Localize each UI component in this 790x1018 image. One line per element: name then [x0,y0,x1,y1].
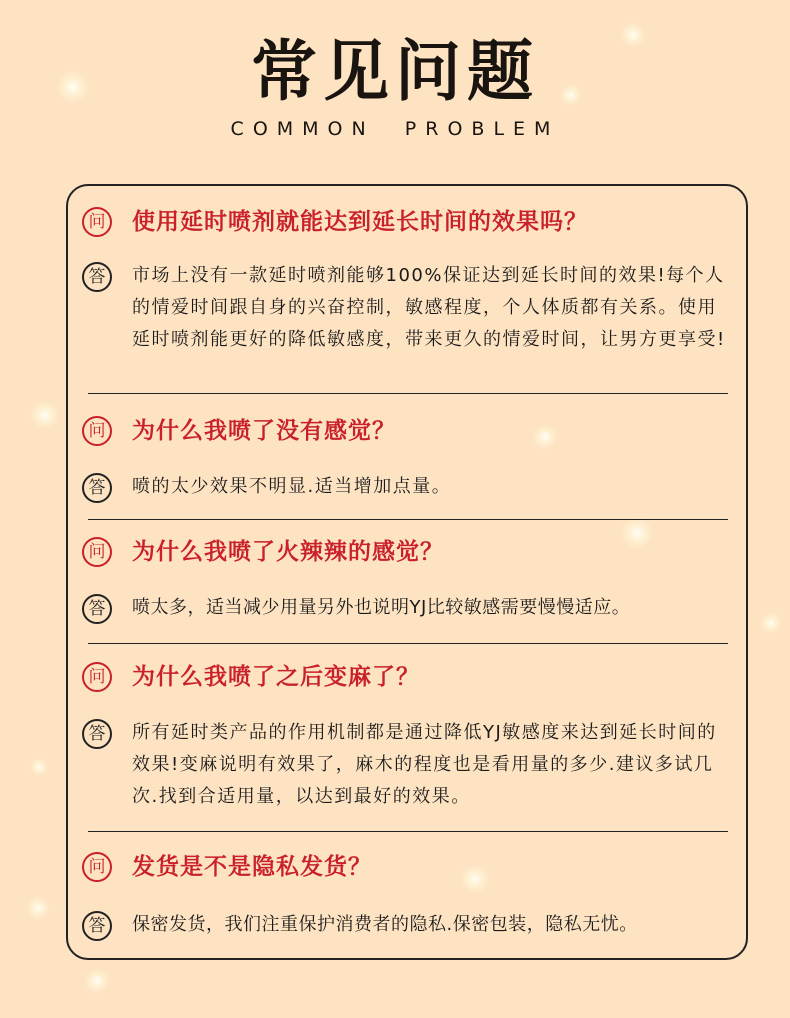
answer-text: 保密发货，我们注重保护消费者的隐私.保密包装，隐私无忧。 [132,914,638,935]
answer-badge-icon: 答 [82,262,112,292]
faq-answer-2 [82,473,451,503]
bokeh-light [760,612,782,634]
answer-text: 所有延时类产品的作用机制都是通过降低YJ敏感度来达到延长时间的效果!变麻说明有效果了，麻木的程度也是看用量的多少.建议多试几次.找到合适用量，以达到最好的效果。 [132,722,717,807]
question-badge-icon: 问 [82,662,112,692]
question-text: 使用延时喷剂就能达到延长时间的效果吗？ [132,209,588,235]
bokeh-light [84,968,110,994]
question-badge-icon: 问 [82,207,112,237]
page-subtitle: COMMON PROBLEM [230,118,560,140]
faq-question-4 [82,662,420,692]
page-title: 常见问题 [251,33,539,110]
answer-badge-icon: 答 [82,911,112,941]
faq-divider [88,519,728,520]
faq-answer-4 [82,719,732,813]
faq-question-1 [82,207,588,237]
faq-question-2 [82,416,396,446]
question-text: 为什么我喷了火辣辣的感觉？ [132,539,444,565]
question-text: 发货是不是隐私发货？ [132,854,372,880]
answer-badge-icon: 答 [82,473,112,503]
answer-text: 市场上没有一款延时喷剂能够100%保证达到延长时间的效果!每个人的情爱时间跟自身的兴奋控制，敏感程度，个人体质都有关系。使用延时喷剂能更好的降低敏感度，带来更久的情爱时间，让男方更享受! [132,265,726,350]
faq-divider [88,831,728,832]
faq-question-3 [82,537,444,567]
answer-text: 喷太多，适当减少用量另外也说明YJ比较敏感需要慢慢适应。 [132,597,631,618]
question-text: 为什么我喷了之后变麻了？ [132,664,420,690]
faq-question-5 [82,852,372,882]
answer-text: 喷的太少效果不明显.适当增加点量。 [132,476,452,497]
faq-divider [88,643,728,644]
answer-badge-icon: 答 [82,594,112,624]
faq-answer-1 [82,262,732,356]
faq-answer-5 [82,911,638,941]
answer-badge-icon: 答 [82,719,112,749]
bokeh-light [30,758,48,776]
question-text: 为什么我喷了没有感觉？ [132,418,396,444]
question-badge-icon: 问 [82,416,112,446]
bokeh-light [30,400,60,430]
question-badge-icon: 问 [82,537,112,567]
question-badge-icon: 问 [82,852,112,882]
bokeh-light [26,896,50,920]
faq-divider [88,393,728,394]
faq-answer-3 [82,594,630,624]
